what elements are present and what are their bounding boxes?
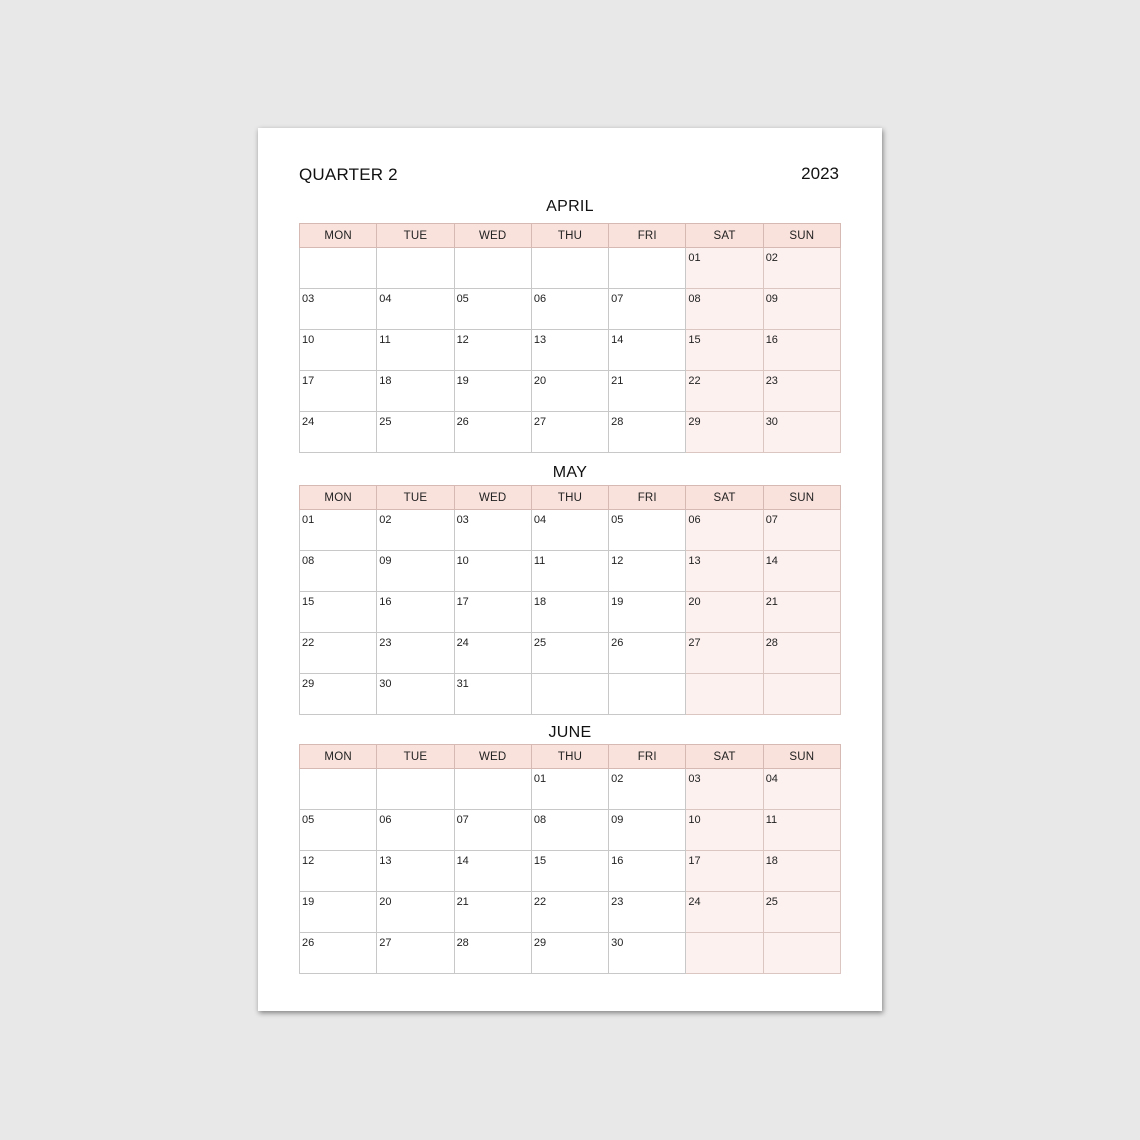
day-cell — [763, 810, 840, 851]
day-cell — [377, 510, 454, 551]
day-number: 12 — [611, 555, 624, 567]
day-cell — [763, 551, 840, 592]
day-number: 13 — [379, 855, 392, 867]
weekday-header: TUE — [377, 224, 454, 248]
day-number: 20 — [533, 375, 547, 387]
day-cell — [300, 851, 377, 892]
day-number: 04 — [765, 773, 778, 785]
month-grid — [299, 744, 841, 974]
day-number: 29 — [688, 416, 701, 428]
day-cell — [454, 592, 531, 633]
day-cell — [609, 769, 686, 810]
weekday-header: WED — [454, 224, 531, 248]
day-cell — [377, 769, 454, 810]
day-number: 27 — [533, 416, 547, 428]
weekday-header: MON — [300, 745, 377, 769]
day-number: 10 — [456, 555, 469, 567]
month-grid — [299, 223, 841, 453]
weekday-header: TUE — [377, 486, 454, 510]
day-number — [764, 933, 840, 938]
day-number — [532, 248, 608, 253]
day-cell — [377, 289, 454, 330]
day-cell — [609, 330, 686, 371]
week-row — [300, 248, 841, 289]
week-row — [300, 592, 841, 633]
week-row — [300, 330, 841, 371]
day-number — [609, 674, 685, 679]
day-cell — [686, 769, 763, 810]
day-cell — [686, 674, 763, 715]
day-number: 15 — [533, 855, 547, 867]
day-number: 04 — [379, 293, 392, 305]
day-number: 02 — [379, 514, 392, 526]
day-number: 06 — [379, 814, 392, 826]
day-number: 29 — [302, 678, 315, 690]
day-cell — [531, 892, 608, 933]
weekday-header: FRI — [609, 224, 686, 248]
week-row — [300, 412, 841, 453]
week-row — [300, 510, 841, 551]
week-row — [300, 892, 841, 933]
day-number: 02 — [765, 252, 778, 264]
day-number: 17 — [302, 375, 315, 387]
day-number: 20 — [688, 596, 701, 608]
day-number — [300, 769, 376, 774]
day-cell — [531, 551, 608, 592]
day-number: 23 — [765, 375, 778, 387]
week-row — [300, 810, 841, 851]
day-number: 11 — [379, 334, 391, 346]
day-number: 30 — [765, 416, 778, 428]
day-number: 04 — [533, 514, 547, 526]
weekday-header: THU — [531, 224, 608, 248]
day-cell — [531, 289, 608, 330]
day-cell — [300, 330, 377, 371]
day-number: 30 — [611, 937, 624, 949]
day-number: 15 — [688, 334, 701, 346]
day-number: 24 — [302, 416, 315, 428]
day-number: 14 — [611, 334, 624, 346]
day-cell — [609, 289, 686, 330]
day-cell — [454, 248, 531, 289]
day-number: 29 — [533, 937, 547, 949]
day-cell — [609, 551, 686, 592]
day-number: 12 — [456, 334, 469, 346]
month-grid — [299, 485, 841, 715]
day-cell — [686, 851, 763, 892]
day-cell — [531, 371, 608, 412]
day-cell — [763, 330, 840, 371]
day-number: 23 — [611, 896, 624, 908]
day-cell — [454, 769, 531, 810]
day-cell — [454, 289, 531, 330]
day-cell — [377, 330, 454, 371]
weekday-header: MON — [300, 486, 377, 510]
weekday-header: WED — [454, 486, 531, 510]
day-number: 24 — [456, 637, 469, 649]
day-cell — [686, 510, 763, 551]
day-cell — [300, 248, 377, 289]
day-number: 15 — [302, 596, 315, 608]
day-cell — [763, 933, 840, 974]
weekday-header: SAT — [686, 745, 763, 769]
day-cell — [377, 633, 454, 674]
day-number: 07 — [611, 293, 624, 305]
day-number: 06 — [688, 514, 701, 526]
day-cell — [377, 674, 454, 715]
day-cell — [454, 851, 531, 892]
day-number: 10 — [302, 334, 315, 346]
week-row — [300, 551, 841, 592]
day-cell — [531, 510, 608, 551]
day-cell — [531, 851, 608, 892]
day-number: 28 — [611, 416, 624, 428]
day-cell — [531, 769, 608, 810]
weekday-header: SAT — [686, 224, 763, 248]
day-cell — [300, 551, 377, 592]
week-row — [300, 674, 841, 715]
day-number: 13 — [533, 334, 547, 346]
day-cell — [300, 289, 377, 330]
day-number: 22 — [302, 637, 315, 649]
week-row — [300, 769, 841, 810]
day-cell — [686, 551, 763, 592]
day-cell — [686, 248, 763, 289]
weekday-header: TUE — [377, 745, 454, 769]
day-cell — [609, 510, 686, 551]
day-cell — [609, 674, 686, 715]
day-cell — [609, 851, 686, 892]
day-cell — [686, 289, 763, 330]
day-cell — [300, 810, 377, 851]
calendar-page — [258, 128, 882, 1011]
day-cell — [531, 933, 608, 974]
week-row — [300, 851, 841, 892]
day-cell — [609, 412, 686, 453]
day-cell — [454, 371, 531, 412]
day-cell — [763, 289, 840, 330]
day-number: 16 — [379, 596, 392, 608]
day-cell — [686, 592, 763, 633]
day-number: 30 — [379, 678, 392, 690]
day-number — [377, 248, 453, 253]
day-number: 20 — [379, 896, 392, 908]
day-cell — [763, 851, 840, 892]
day-number: 11 — [533, 555, 546, 567]
day-number: 16 — [765, 334, 778, 346]
day-number: 07 — [765, 514, 778, 526]
day-cell — [686, 810, 763, 851]
day-cell — [609, 892, 686, 933]
day-number: 24 — [688, 896, 701, 908]
weekday-header: WED — [454, 745, 531, 769]
day-number: 19 — [611, 596, 624, 608]
weekday-header-row — [300, 224, 841, 248]
weekday-header: SUN — [763, 745, 840, 769]
day-cell — [763, 371, 840, 412]
day-number — [764, 674, 840, 679]
day-cell — [531, 674, 608, 715]
day-number: 09 — [765, 293, 778, 305]
day-cell — [763, 412, 840, 453]
day-number: 08 — [302, 555, 315, 567]
day-cell — [377, 592, 454, 633]
day-cell — [609, 933, 686, 974]
day-number: 21 — [456, 896, 469, 908]
day-number — [455, 769, 531, 774]
day-cell — [531, 592, 608, 633]
day-cell — [377, 810, 454, 851]
day-cell — [377, 248, 454, 289]
day-cell — [300, 892, 377, 933]
day-number: 09 — [611, 814, 624, 826]
day-cell — [686, 330, 763, 371]
weekday-header-row — [300, 486, 841, 510]
day-number — [686, 933, 762, 938]
day-cell — [763, 248, 840, 289]
day-number: 01 — [533, 773, 547, 785]
day-cell — [300, 412, 377, 453]
day-number: 14 — [456, 855, 469, 867]
day-number: 07 — [456, 814, 469, 826]
day-cell — [531, 248, 608, 289]
day-cell — [454, 933, 531, 974]
weekday-header: THU — [531, 745, 608, 769]
day-number: 05 — [611, 514, 624, 526]
day-cell — [609, 810, 686, 851]
day-cell — [454, 551, 531, 592]
day-number: 13 — [688, 555, 701, 567]
day-number — [377, 769, 453, 774]
day-cell — [686, 412, 763, 453]
day-number — [686, 674, 762, 679]
day-cell — [686, 633, 763, 674]
month-title: MAY — [552, 464, 588, 481]
day-cell — [686, 933, 763, 974]
day-number: 03 — [302, 293, 315, 305]
day-number: 26 — [611, 637, 624, 649]
day-cell — [454, 633, 531, 674]
day-number: 19 — [456, 375, 469, 387]
month-title: APRIL — [546, 198, 594, 215]
day-number: 05 — [302, 814, 315, 826]
day-cell — [300, 371, 377, 412]
week-row — [300, 371, 841, 412]
month-title: JUNE — [548, 724, 592, 741]
day-cell — [454, 674, 531, 715]
day-cell — [531, 330, 608, 371]
day-cell — [609, 633, 686, 674]
day-number: 27 — [379, 937, 392, 949]
day-number: 10 — [688, 814, 701, 826]
week-row — [300, 633, 841, 674]
day-number: 18 — [379, 375, 392, 387]
day-number: 18 — [765, 855, 778, 867]
day-cell — [531, 412, 608, 453]
year-label: 2023 — [801, 164, 839, 183]
day-number: 09 — [379, 555, 392, 567]
day-cell — [377, 933, 454, 974]
day-number: 17 — [456, 596, 469, 608]
day-number: 08 — [533, 814, 547, 826]
day-number: 31 — [456, 678, 469, 690]
quarter-title: QUARTER 2 — [299, 165, 398, 184]
day-number — [300, 248, 376, 253]
week-row — [300, 933, 841, 974]
day-number: 16 — [611, 855, 624, 867]
day-number: 06 — [533, 293, 547, 305]
day-cell — [763, 892, 840, 933]
weekday-header: FRI — [609, 745, 686, 769]
day-number: 17 — [688, 855, 701, 867]
day-number: 19 — [302, 896, 315, 908]
day-number — [455, 248, 531, 253]
day-cell — [454, 412, 531, 453]
day-number: 28 — [456, 937, 469, 949]
day-cell — [300, 674, 377, 715]
day-number: 12 — [302, 855, 315, 867]
day-number: 25 — [533, 637, 547, 649]
day-cell — [763, 674, 840, 715]
day-number: 27 — [688, 637, 701, 649]
day-number: 01 — [688, 252, 701, 264]
weekday-header: MON — [300, 224, 377, 248]
day-number: 23 — [379, 637, 392, 649]
day-number: 11 — [765, 814, 778, 826]
day-number: 28 — [765, 637, 778, 649]
day-cell — [377, 892, 454, 933]
day-cell — [454, 892, 531, 933]
weekday-header: THU — [531, 486, 608, 510]
weekday-header: FRI — [609, 486, 686, 510]
weekday-header: SUN — [763, 486, 840, 510]
day-number: 25 — [765, 896, 778, 908]
day-number: 14 — [765, 555, 778, 567]
weekday-header: SAT — [686, 486, 763, 510]
day-number: 03 — [688, 773, 701, 785]
day-cell — [300, 933, 377, 974]
weekday-header: SUN — [763, 224, 840, 248]
day-number: 01 — [302, 514, 315, 526]
day-cell — [377, 412, 454, 453]
weekday-header-row — [300, 745, 841, 769]
week-row — [300, 289, 841, 330]
day-cell — [609, 371, 686, 412]
day-cell — [609, 248, 686, 289]
day-number: 26 — [456, 416, 469, 428]
day-number: 02 — [611, 773, 624, 785]
day-cell — [300, 592, 377, 633]
day-cell — [763, 592, 840, 633]
day-cell — [300, 633, 377, 674]
day-cell — [377, 371, 454, 412]
day-number: 25 — [379, 416, 392, 428]
day-number: 22 — [533, 896, 547, 908]
day-number: 22 — [688, 375, 701, 387]
day-number: 21 — [611, 375, 624, 387]
day-number: 21 — [765, 596, 778, 608]
day-cell — [763, 769, 840, 810]
day-cell — [377, 851, 454, 892]
day-number: 26 — [302, 937, 315, 949]
day-cell — [609, 592, 686, 633]
day-cell — [763, 510, 840, 551]
day-cell — [300, 769, 377, 810]
day-cell — [377, 551, 454, 592]
day-number: 03 — [456, 514, 469, 526]
day-number — [532, 674, 608, 679]
day-cell — [763, 633, 840, 674]
day-cell — [686, 371, 763, 412]
day-cell — [454, 510, 531, 551]
day-number: 08 — [688, 293, 701, 305]
day-cell — [531, 810, 608, 851]
day-cell — [686, 892, 763, 933]
day-number — [609, 248, 685, 253]
day-number: 05 — [456, 293, 469, 305]
day-cell — [454, 810, 531, 851]
day-cell — [300, 510, 377, 551]
day-cell — [454, 330, 531, 371]
day-cell — [531, 633, 608, 674]
day-number: 18 — [533, 596, 547, 608]
